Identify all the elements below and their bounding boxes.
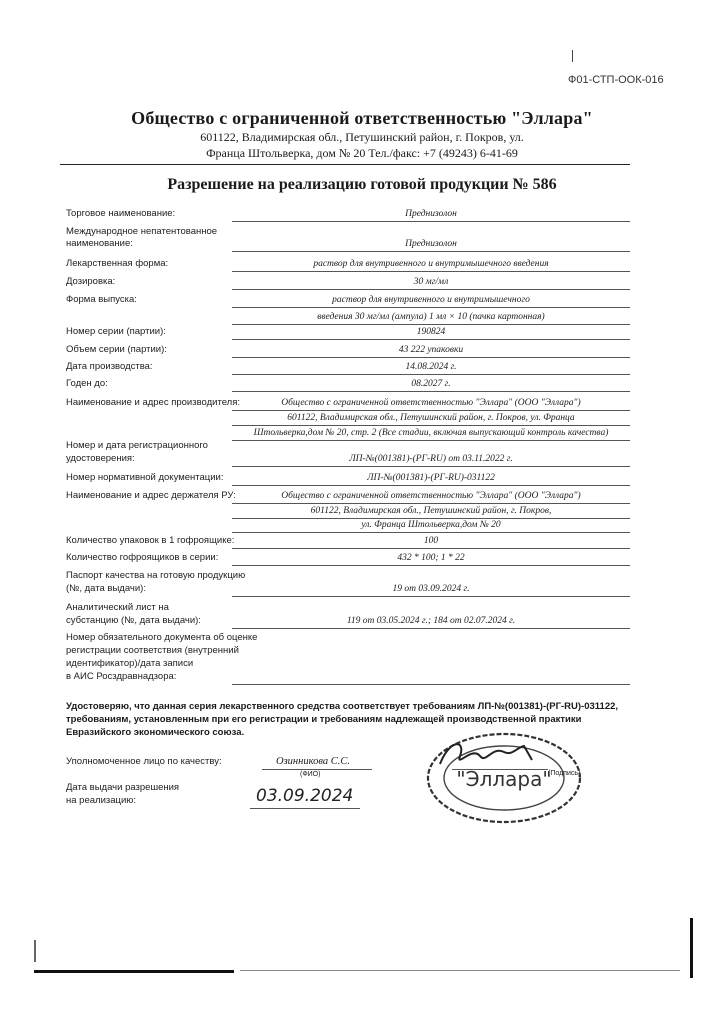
holder-label: Наименование и адрес держателя РУ: [66, 490, 236, 501]
issue-date-label-line-2: на реализацию: [66, 795, 137, 806]
certification-statement: Удостоверяю, что данная серия лекарственного средства соответствует требованиям ЛП-№(001381)-(РГ-RU)-031122, требованиям, установленным при его регистрации и требованиям надлежащей производственной практики Евразийского экономического союза. [66, 701, 619, 738]
batch-number-value: 190824 [416, 327, 446, 337]
document-code: Ф01-СТП-ООК-016 [568, 74, 664, 86]
dosage-form-value: раствор для внутривенного и внутримышечного введения [313, 259, 549, 269]
scan-edge-mark [34, 970, 234, 973]
stamp-text: "Эллара" [456, 767, 552, 791]
mandatory-doc-label-line-2: регистрации соответствия (внутренний [66, 645, 239, 656]
manufacturer-value-line-3: Штольверка,дом № 20, стр. 2 (Все стадии, включая выпускающий контроль качества) [253, 428, 609, 438]
mandatory-doc-label-line-4: в АИС Росздравнадзора: [66, 671, 177, 682]
manufacturer-value-line-2: 601122, Владимирская обл., Петушинский район, г. Покров, ул. Франца [287, 413, 575, 423]
underline [232, 357, 630, 358]
underline [232, 391, 630, 392]
underline [232, 410, 630, 411]
underline [232, 440, 630, 441]
boxes-in-batch-label: Количество гофроящиков в серии: [66, 552, 219, 563]
mandatory-doc-label-line-1: Номер обязательного документа об оценке [66, 632, 258, 643]
trade-name-label: Торговое наименование: [66, 208, 176, 219]
inn-label-line-1: Международное непатентованное [66, 226, 218, 237]
underline [232, 466, 630, 467]
company-stamp [420, 726, 584, 826]
manufacturer-label: Наименование и адрес производителя: [66, 397, 241, 408]
quality-passport-value: 19 от 03.09.2024 г. [392, 584, 470, 594]
batch-number-label: Номер серии (партии): [66, 326, 166, 337]
fio-caption: (ФИО) [300, 771, 321, 778]
scan-edge-mark [690, 918, 693, 978]
underline [232, 339, 630, 340]
holder-value-line-1: Общество с ограниченной ответственностью "Эллара" (ООО "Эллара") [281, 491, 581, 501]
underline [232, 324, 630, 325]
header-divider [60, 164, 630, 165]
underline [232, 221, 630, 222]
analytical-sheet-label-line-2: субстанцию (№, дата выдачи): [66, 615, 201, 626]
mandatory-doc-label-line-3: идентификатор)/дата записи [66, 658, 194, 669]
underline [232, 251, 630, 252]
underline [232, 565, 630, 566]
scan-mark [572, 50, 573, 62]
manufacturer-value-line-1: Общество с ограниченной ответственностью "Эллара" (ООО "Эллара") [281, 398, 581, 408]
release-form-value-line-1: раствор для внутривенного и внутримышечного [332, 295, 530, 305]
analytical-sheet-label-line-1: Аналитический лист на [66, 602, 169, 613]
normative-doc-value: ЛП-№(001381)-(РГ-RU)-031122 [367, 473, 495, 483]
release-form-label: Форма выпуска: [66, 294, 137, 305]
date-underline [250, 808, 360, 809]
scan-edge-mark [34, 940, 36, 962]
scan-edge-mark [240, 970, 680, 971]
inn-label-line-2: наименование: [66, 238, 133, 249]
dosage-form-label: Лекарственная форма: [66, 258, 169, 269]
underline [232, 485, 630, 486]
underline [232, 548, 630, 549]
authorized-person-name: Озинникова С.С. [276, 756, 350, 767]
inn-value: Преднизолон [405, 239, 457, 249]
quality-passport-label-line-2: (№, дата выдачи): [66, 583, 146, 594]
document-title: Разрешение на реализацию готовой продукции № 586 [167, 176, 557, 193]
company-address-line-2: Франца Штольверка, дом № 20 Тел./факс: +7 (49243) 6-41-69 [206, 146, 518, 160]
underline [232, 684, 630, 685]
batch-volume-label: Объем серии (партии): [66, 344, 167, 355]
dosage-value: 30 мг/мл [413, 277, 449, 287]
boxes-in-batch-value: 432 * 100; 1 * 22 [397, 553, 465, 563]
normative-doc-label: Номер нормативной документации: [66, 472, 224, 483]
quality-passport-label-line-1: Паспорт качества на готовую продукцию [66, 570, 246, 581]
analytical-sheet-value: 119 от 03.05.2024 г.; 184 от 02.07.2024 г. [346, 616, 516, 626]
production-date-label: Дата производства: [66, 361, 153, 372]
underline [232, 271, 630, 272]
production-date-value: 14.08.2024 г. [405, 362, 457, 372]
underline [232, 425, 630, 426]
trade-name-value: Преднизолон [405, 209, 457, 219]
underline [232, 307, 630, 308]
registration-value: ЛП-№(001381)-(РГ-RU) от 03.11.2022 г. [349, 454, 513, 464]
holder-value-line-2: 601122, Владимирская обл., Петушинский район, г. Покров, [310, 506, 552, 516]
underline [232, 596, 630, 597]
underline [232, 503, 630, 504]
company-address-line-1: 601122, Владимирская обл., Петушинский район, г. Покров, ул. [200, 130, 524, 144]
handwritten-issue-date: 03.09.2024 [256, 786, 354, 806]
signature-caption: (Подпись) [548, 770, 581, 777]
name-underline [262, 769, 372, 770]
registration-label-line-1: Номер и дата регистрационного [66, 440, 208, 451]
batch-volume-value: 43 222 упаковки [398, 345, 464, 355]
registration-label-line-2: удостоверения: [66, 453, 135, 464]
release-form-value-line-2: введения 30 мг/мл (ампула) 1 мл × 10 (пачка картонная) [317, 312, 545, 322]
underline [232, 289, 630, 290]
underline [232, 628, 630, 629]
underline [232, 374, 630, 375]
expiry-label: Годен до: [66, 378, 108, 389]
authorized-person-label: Уполномоченное лицо по качеству: [66, 756, 222, 767]
packs-per-box-value: 100 [423, 536, 439, 546]
issue-date-label-line-1: Дата выдачи разрешения [66, 782, 180, 793]
expiry-value: 08.2027 г. [411, 379, 451, 389]
underline [232, 532, 630, 533]
company-name: Общество с ограниченной ответственностью "Эллара" [131, 108, 593, 128]
packs-per-box-label: Количество упаковок в 1 гофроящике: [66, 535, 235, 546]
holder-value-line-3: ул. Франца Штольверка,дом № 20 [361, 520, 501, 530]
dosage-label: Дозировка: [66, 276, 116, 287]
